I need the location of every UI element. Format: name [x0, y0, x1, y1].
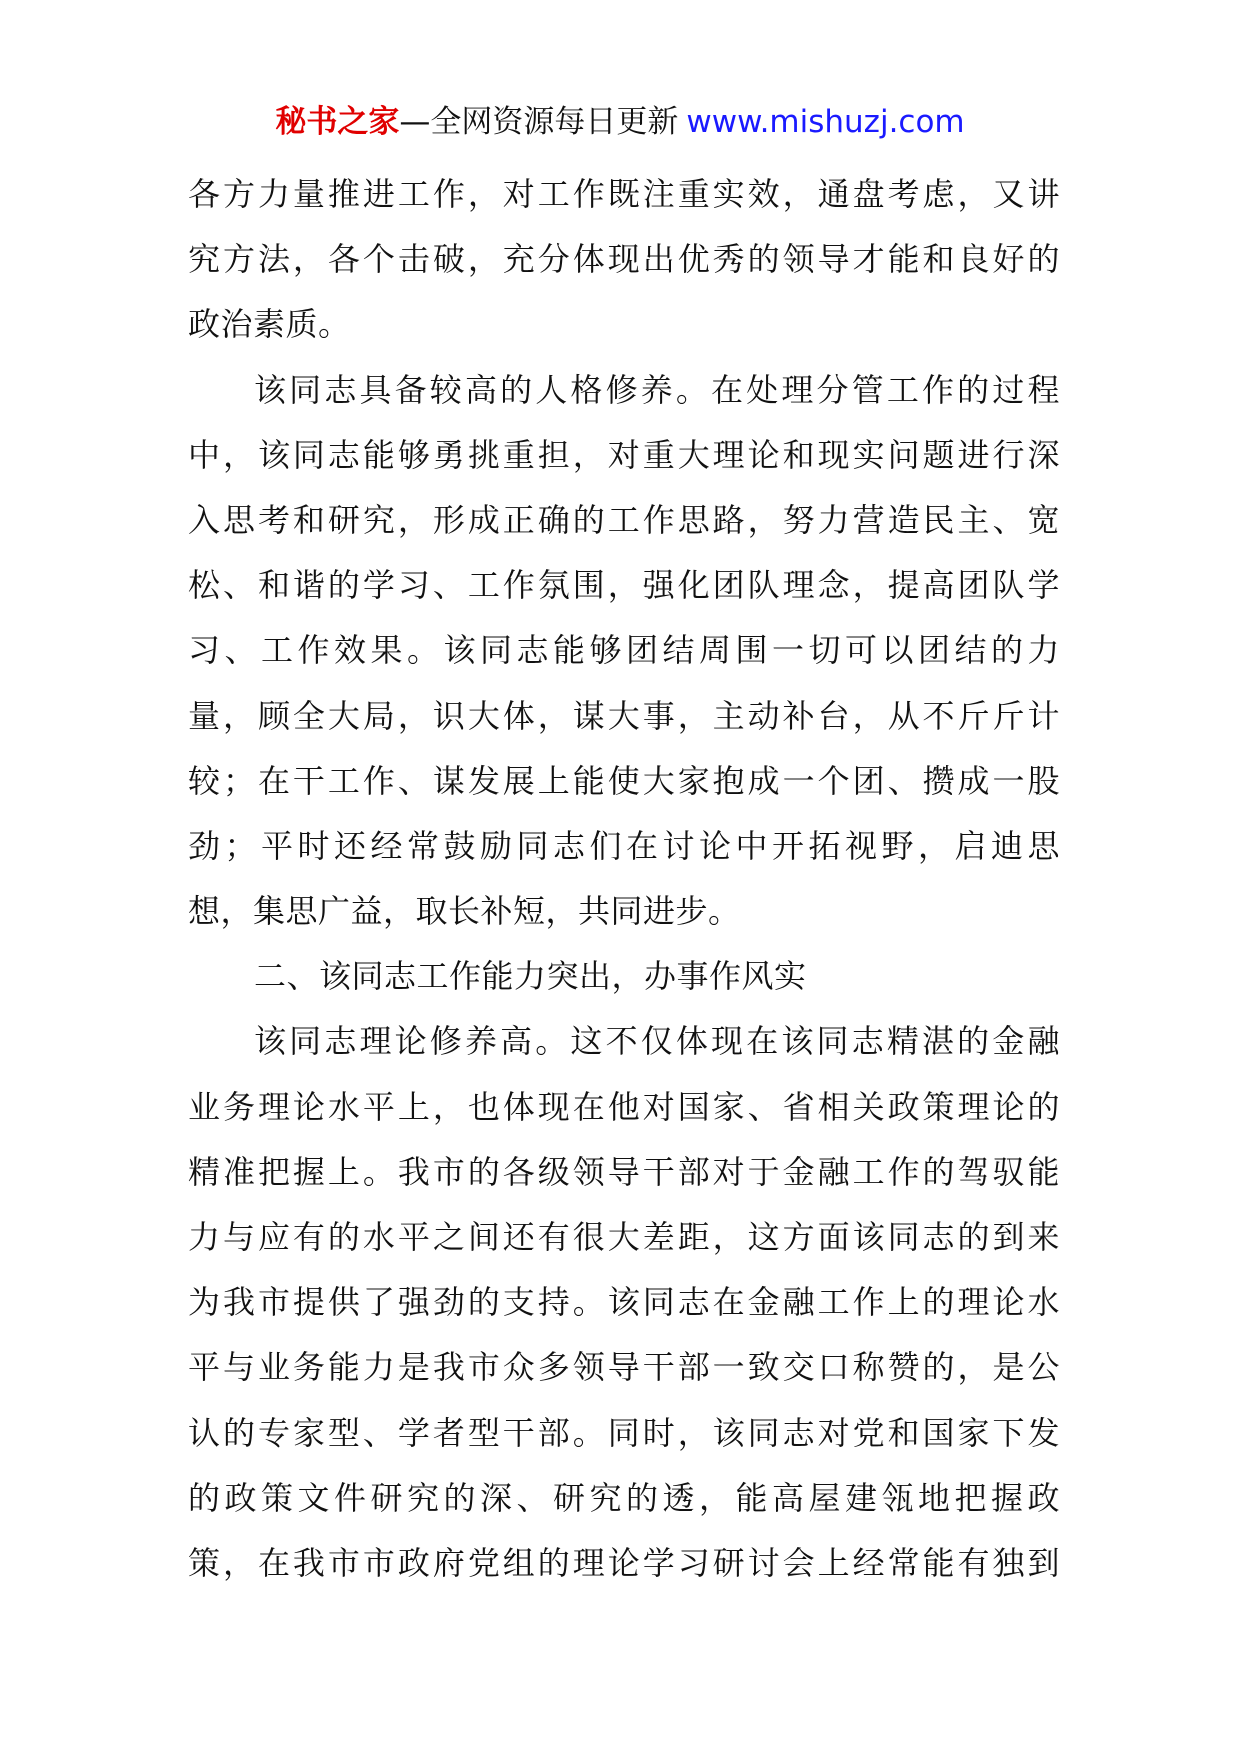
text-line: 精准把握上。我市的各级领导干部对于金融工作的驾驭能	[188, 1152, 1060, 1191]
text-line: 习、工作效果。该同志能够团结周围一切可以团结的力	[188, 631, 1060, 670]
text-line: 量，顾全大局，识大体，谋大事，主动补台，从不斤斤计	[188, 696, 1060, 735]
site-header	[0, 100, 1240, 144]
text-line: 劲；平时还经常鼓励同志们在讨论中开拓视野，启迪思	[188, 826, 1060, 865]
text-line: 各方力量推进工作，对工作既注重实效，通盘考虑，又讲	[188, 175, 1060, 213]
section-heading: 二、该同志工作能力突出，办事作风实	[254, 957, 807, 996]
text-line: 认的专家型、学者型干部。同时，该同志对党和国家下发	[188, 1413, 1060, 1452]
text-line: 的政策文件研究的深、研究的透，能高屋建瓴地把握政	[188, 1478, 1060, 1517]
text-line: 策，在我市市政府党组的理论学习研讨会上经常能有独到	[188, 1543, 1060, 1582]
text-line: 想，集思广益，取长补短，共同进步。	[188, 892, 741, 931]
site-brand: 秘书之家	[275, 104, 400, 140]
site-url-link[interactable]: www.mishuzj.com	[686, 104, 965, 140]
text-line: 松、和谐的学习、工作氛围，强化团队理念，提高团队学	[188, 566, 1060, 605]
text-line: 究方法，各个击破，充分体现出优秀的领导才能和良好的	[188, 240, 1060, 279]
text-line: 较；在干工作、谋发展上能使大家抱成一个团、攒成一股	[188, 761, 1060, 800]
text-line: 平与业务能力是我市众多领导干部一致交口称赞的，是公	[188, 1348, 1060, 1387]
site-tagline: —全网资源每日更新	[399, 104, 679, 140]
text-line: 为我市提供了强劲的支持。该同志在金融工作上的理论水	[188, 1283, 1060, 1322]
paragraph-first-line: 该同志具备较高的人格修养。在处理分管工作的过程	[254, 370, 1060, 409]
text-line: 入思考和研究，形成正确的工作思路，努力营造民主、宽	[188, 500, 1060, 539]
text-line: 中，该同志能够勇挑重担，对重大理论和现实问题进行深	[188, 435, 1060, 474]
text-line: 业务理论水平上，也体现在他对国家、省相关政策理论的	[188, 1087, 1060, 1126]
text-line: 力与应有的水平之间还有很大差距，这方面该同志的到来	[188, 1218, 1060, 1256]
text-line: 政治素质。	[188, 305, 351, 344]
document-body	[188, 162, 1060, 1596]
paragraph-first-line: 该同志理论修养高。这不仅体现在该同志精湛的金融	[254, 1022, 1060, 1061]
